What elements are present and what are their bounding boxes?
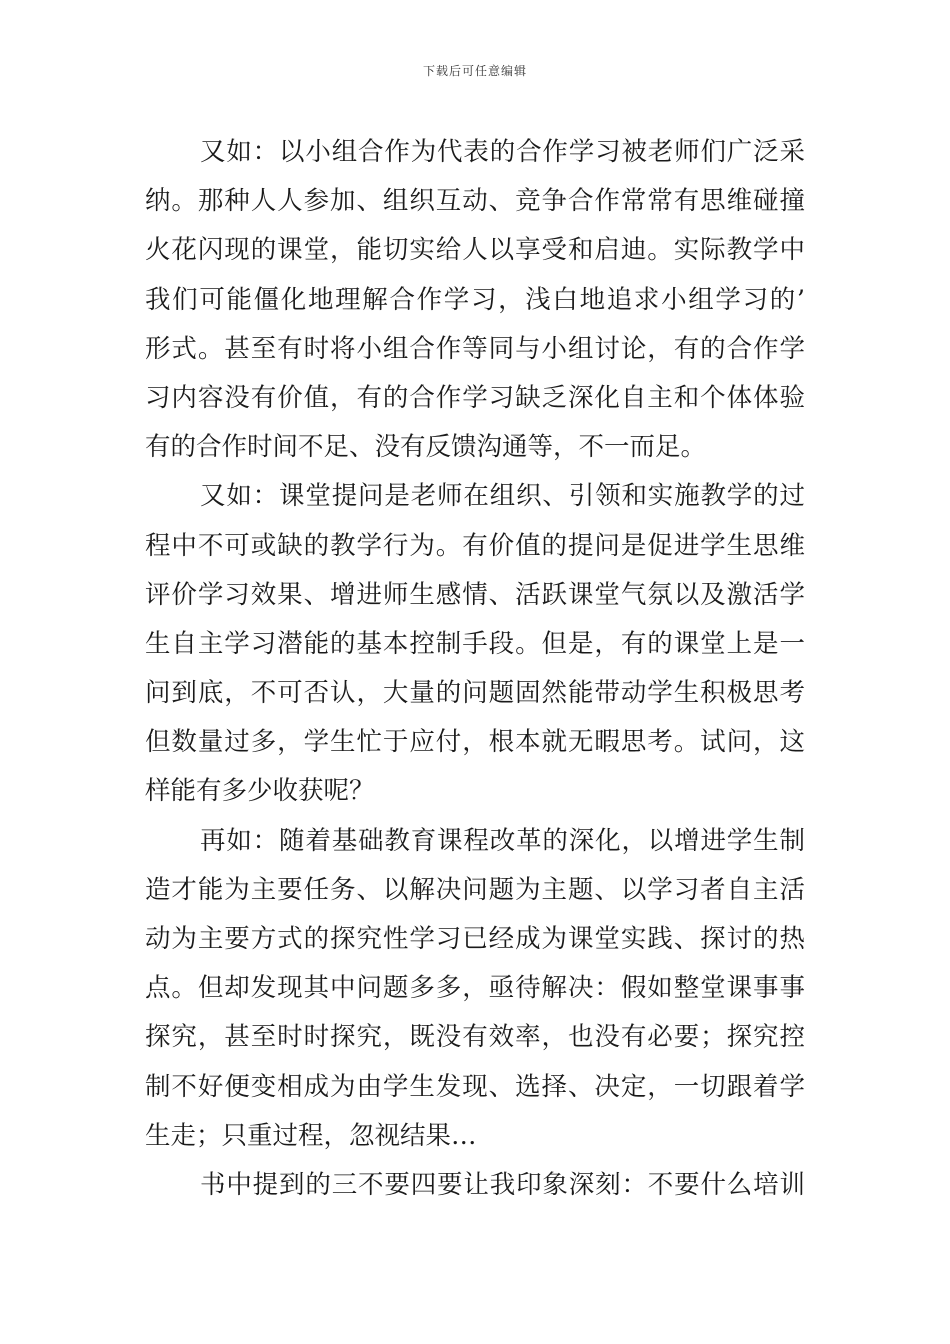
text-line: 程中不可或缺的教学行为。有价值的提问是促进学生思维 [145, 530, 805, 561]
text-line: 我们可能僵化地理解合作学习，浅白地追求小组学习的’ [145, 284, 805, 315]
text-line: 问到底，不可否认，大量的问题固然能带动学生积极思考 [145, 678, 805, 709]
text-line: 形式。甚至有时将小组合作等同与小组讨论，有的合作学 [145, 333, 805, 364]
text-line: 有的合作时间不足、没有反馈沟通等，不一而足。 [145, 432, 707, 463]
text-line: 评价学习效果、增进师生感情、活跃课堂气氛以及激活学 [145, 579, 805, 610]
text-line: 又如：课堂提问是老师在组织、引领和实施教学的过 [200, 481, 805, 512]
text-line: 探究，甚至时时探究，既没有效率，也没有必要；探究控 [145, 1022, 805, 1053]
text-line: 书中提到的三不要四要让我印象深刻：不要什么培训 [200, 1169, 805, 1200]
text-line: 制不好便变相成为由学生发现、选择、决定，一切跟着学 [145, 1071, 805, 1102]
text-line: 动为主要方式的探究性学习已经成为课堂实践、探讨的热 [145, 924, 805, 954]
text-line: 又如：以小组合作为代表的合作学习被老师们广泛采 [200, 137, 805, 167]
text-line: 纳。那种人人参加、组织互动、竞争合作常常有思维碰撞 [145, 186, 805, 217]
page-header: 下载后可任意编辑 [422, 64, 527, 78]
text-line: 习内容没有价值，有的合作学习缺乏深化自主和个体体验 [145, 382, 805, 413]
text-line: 点。但却发现其中问题多多，亟待解决：假如整堂课事事 [145, 973, 805, 1004]
text-line: 但数量过多，学生忙于应付，根本就无暇思考。试问，这 [145, 727, 805, 758]
text-line: 再如：随着基础教育课程改革的深化，以增进学生制 [200, 825, 805, 856]
text-line: 生自主学习潜能的基本控制手段。但是，有的课堂上是一 [145, 628, 805, 659]
document-body [145, 128, 805, 1210]
text-line: 造才能为主要任务、以解决问题为主题、以学习者自主活 [145, 874, 805, 905]
text-line: 生走；只重过程，忽视结果… [145, 1120, 477, 1151]
text-line: 火花闪现的课堂，能切实给人以享受和启迪。实际教学中 [145, 235, 805, 266]
text-line: 样能有多少收获呢？ [145, 776, 375, 807]
